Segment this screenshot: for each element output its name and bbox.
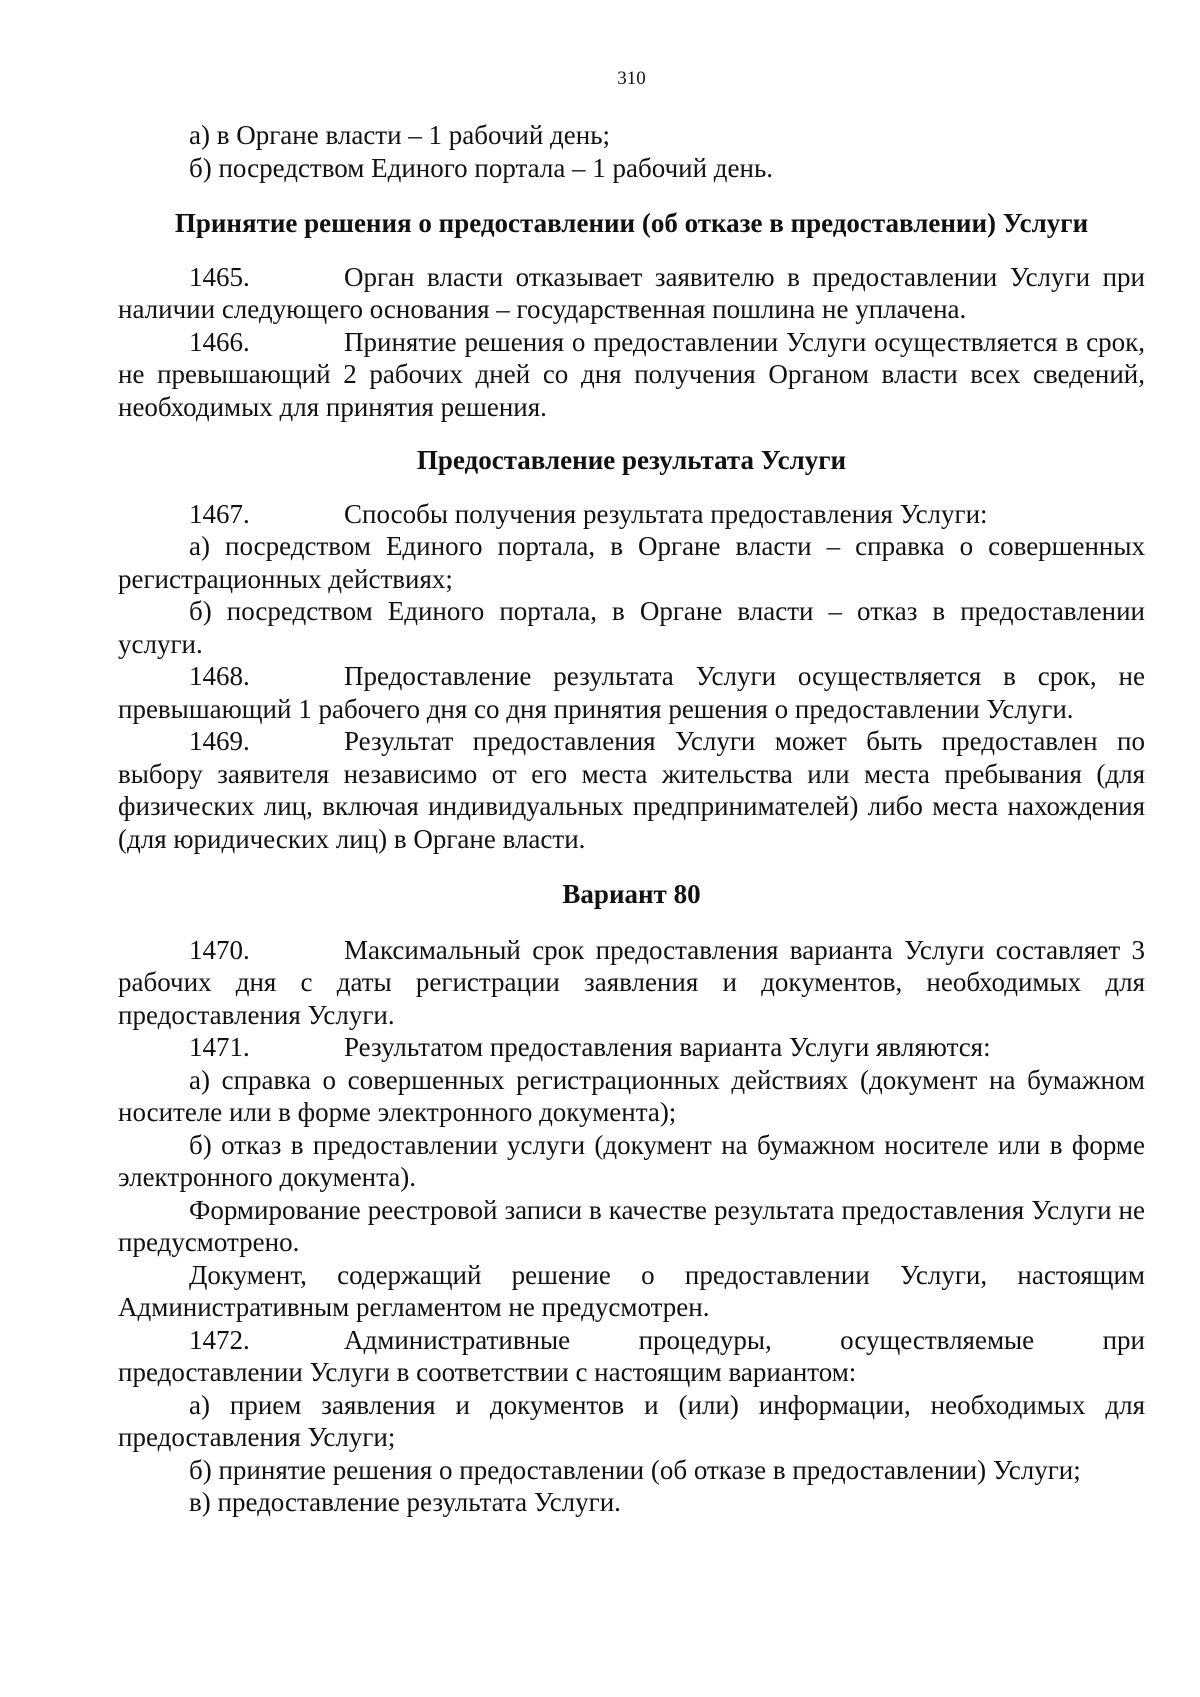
clause-number: 1469.	[189, 726, 250, 756]
clause-text: Принятие решения о предоставлении Услуги осуществляется в срок, не превышающий 2 рабочих дней со дня получения Органом власти всех сведений, необходимых для принятия решения.	[118, 326, 1145, 422]
page-number: 310	[617, 68, 646, 89]
clause-1472-sub-a: а) прием заявления и документов и (или) информации, необходимых для предоставления Услуги;	[118, 1389, 1145, 1452]
clause-1467	[118, 498, 1145, 531]
clause-text: Административные процедуры, осуществляемые при	[344, 1324, 1145, 1355]
clause-1471-sub-a: а) справка о совершенных регистрационных действиях (документ на бумажном носителе или в форме электронного документа);	[118, 1064, 1145, 1127]
clause-1467-sub-a: а) посредством Единого портала, в Органе власти – справка о совершенных регистрационных действиях;	[118, 531, 1145, 594]
clause-text: Орган власти отказывает заявителю в предоставлении Услуги при наличии следующего основания – государственная пошлина не уплачена.	[118, 261, 1145, 324]
section-heading-result: Предоставление результата Услуги	[416, 445, 847, 475]
intro-item-a: а) в Органе власти – 1 рабочий день;	[189, 120, 611, 150]
intro-item-b: б) посредством Единого портала – 1 рабочий день.	[189, 152, 774, 183]
clause-1469	[118, 725, 1145, 855]
clause-1470	[118, 934, 1145, 1032]
clause-number: 1472.	[189, 1324, 250, 1355]
clause-1472	[118, 1324, 1145, 1357]
clause-number: 1471.	[189, 1032, 250, 1062]
section-heading-decision: Принятие решения о предоставлении (об отказе в предоставлении) Услуги	[174, 208, 1089, 238]
clause-number: 1468.	[189, 661, 250, 691]
clause-1471-sub-b: б) отказ в предоставлении услуги (документ на бумажном носителе или в форме электронного документа).	[118, 1129, 1145, 1192]
document-body	[118, 119, 1145, 1519]
clause-number: 1466.	[189, 326, 250, 357]
clause-text: Максимальный срок предоставления варианта Услуги составляет 3 рабочих дня с даты регистрации заявления и документов, необходимых для предоставления Услуги.	[118, 934, 1145, 1030]
clause-number: 1467.	[189, 498, 250, 529]
clause-number: 1465.	[189, 261, 250, 292]
clause-1471-note-document: Документ, содержащий решение о предоставлении Услуги, настоящим Административным регламентом не предусмотрен.	[118, 1259, 1145, 1322]
clause-1471	[118, 1031, 1145, 1064]
clause-1465	[118, 261, 1145, 326]
clause-1468	[118, 660, 1145, 725]
clause-text: Предоставление результата Услуги осуществляется в срок, не превышающий 1 рабочего дня со дня принятия решения о предоставлении Услуги.	[118, 661, 1145, 724]
clause-text: Способы получения результата предоставления Услуги:	[344, 498, 988, 529]
clause-1472-sub-c: в) предоставление результата Услуги.	[189, 1487, 621, 1517]
clause-1472-sub-b: б) принятие решения о предоставлении (об отказе в предоставлении) Услуги;	[189, 1454, 1081, 1485]
clause-number: 1470.	[189, 934, 250, 965]
section-heading-variant: Вариант 80	[562, 879, 701, 909]
clause-text: Результатом предоставления варианта Услуги являются:	[344, 1032, 991, 1062]
clause-1467-sub-b: б) посредством Единого портала, в Органе власти – отказ в предоставлении услуги.	[118, 596, 1145, 659]
clause-1471-note-registry: Формирование реестровой записи в качестве результата предоставления Услуги не предусмотрено.	[118, 1194, 1145, 1257]
clause-text: Результат предоставления Услуги может быть предоставлен по выбору заявителя независимо от его места жительства или места пребывания (для физических лиц, включая индивидуальных предпринимателей) либо места нахождения (для юридических лиц) в Органе власти.	[118, 726, 1145, 854]
clause-1472-continuation: предоставлении Услуги в соответствии с настоящим вариантом:	[118, 1357, 857, 1387]
clause-1466	[118, 326, 1145, 424]
